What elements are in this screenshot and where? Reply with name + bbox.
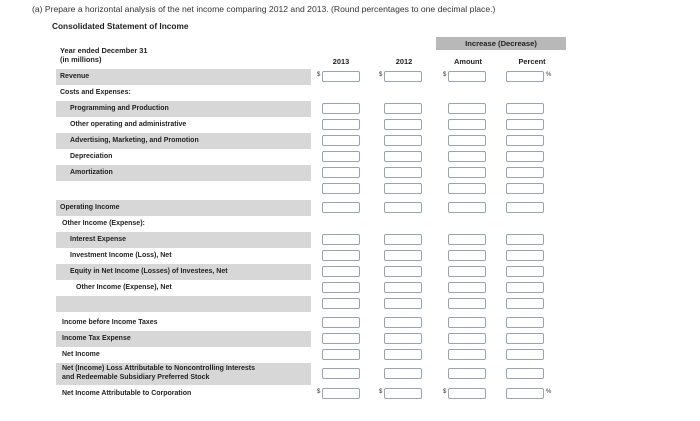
depreciation-2013-input[interactable] <box>322 151 360 162</box>
revenue-2013-input[interactable] <box>322 71 360 82</box>
interest-expense-percent-input[interactable] <box>506 234 544 245</box>
dollar-sign: $ <box>443 389 447 395</box>
row-label-operating-income: Operating Income <box>60 204 120 211</box>
other-income-net-percent-input[interactable] <box>506 282 544 293</box>
depreciation-amount-input[interactable] <box>448 151 486 162</box>
net-income-corp-amount-input[interactable] <box>448 388 486 399</box>
net-income-corp-2013-input[interactable] <box>322 388 360 399</box>
programming-amount-input[interactable] <box>448 103 486 114</box>
net-income-percent-input[interactable] <box>506 349 544 360</box>
row-label-revenue: Revenue <box>60 73 90 80</box>
amortization-amount-input[interactable] <box>448 167 486 178</box>
operating-income-amount-input[interactable] <box>448 202 486 213</box>
income-before-taxes-percent-input[interactable] <box>506 317 544 328</box>
advertising-amount-input[interactable] <box>448 135 486 146</box>
total-other-2013-input[interactable] <box>322 298 360 309</box>
column-header-amount: Amount <box>454 57 482 66</box>
row-label-net-income-corp: Net Income Attributable to Corporation <box>62 390 192 397</box>
total-expenses-2013-input[interactable] <box>322 183 360 194</box>
investment-income-percent-input[interactable] <box>506 250 544 261</box>
row-label-investment-income: Investment Income (Loss), Net <box>70 252 172 259</box>
dollar-sign: $ <box>443 72 447 78</box>
nci-2013-input[interactable] <box>322 368 360 379</box>
row-noncontrolling-interests <box>56 363 567 385</box>
row-label-net-income: Net Income <box>62 351 100 358</box>
interest-expense-2013-input[interactable] <box>322 234 360 245</box>
total-expenses-percent-input[interactable] <box>506 183 544 194</box>
row-label-other-operating: Other operating and administrative <box>70 121 187 128</box>
equity-income-percent-input[interactable] <box>506 266 544 277</box>
row-label-equity-income: Equity in Net Income (Losses) of Investees, Net <box>70 268 228 275</box>
operating-income-percent-input[interactable] <box>506 202 544 213</box>
programming-2013-input[interactable] <box>322 103 360 114</box>
other-operating-2013-input[interactable] <box>322 119 360 130</box>
amortization-2012-input[interactable] <box>384 167 422 178</box>
net-income-2012-input[interactable] <box>384 349 422 360</box>
row-label-other-income-header: Other Income (Expense): <box>62 220 145 227</box>
row-label-nci-line2: and Redeemable Subsidiary Preferred Stock <box>62 374 210 381</box>
row-interest-expense <box>56 232 567 248</box>
net-income-corp-2012-input[interactable] <box>384 388 422 399</box>
row-label-interest-expense: Interest Expense <box>70 236 127 243</box>
row-net-income-corporation <box>56 386 567 402</box>
statement-title: Consolidated Statement of Income <box>52 21 189 31</box>
row-label-income-tax-expense: Income Tax Expense <box>62 335 131 342</box>
row-depreciation <box>56 149 567 165</box>
revenue-2012-input[interactable] <box>384 71 422 82</box>
increase-decrease-label: Increase (Decrease) <box>465 39 537 48</box>
instruction-text: (a) Prepare a horizontal analysis of the net income comparing 2012 and 2013. (Round percentages to one decimal place.) <box>32 4 496 14</box>
income-before-taxes-2013-input[interactable] <box>322 317 360 328</box>
interest-expense-2012-input[interactable] <box>384 234 422 245</box>
total-expenses-2012-input[interactable] <box>384 183 422 194</box>
revenue-percent-input[interactable] <box>506 71 544 82</box>
programming-2012-input[interactable] <box>384 103 422 114</box>
dollar-sign: $ <box>379 389 383 395</box>
row-income-tax-expense <box>56 331 567 347</box>
row-label-cell <box>56 69 311 85</box>
net-income-amount-input[interactable] <box>448 349 486 360</box>
other-operating-percent-input[interactable] <box>506 119 544 130</box>
other-operating-2012-input[interactable] <box>384 119 422 130</box>
programming-percent-input[interactable] <box>506 103 544 114</box>
percent-sign: % <box>546 389 552 395</box>
row-operating-income <box>56 200 567 216</box>
year-ended-line2: (in millions) <box>60 55 102 64</box>
dollar-sign: $ <box>317 72 321 78</box>
net-income-corp-percent-input[interactable] <box>506 388 544 399</box>
dollar-sign: $ <box>317 389 321 395</box>
income-before-taxes-amount-input[interactable] <box>448 317 486 328</box>
amortization-2013-input[interactable] <box>322 167 360 178</box>
revenue-amount-input[interactable] <box>448 71 486 82</box>
total-other-2012-input[interactable] <box>384 298 422 309</box>
equity-income-2012-input[interactable] <box>384 266 422 277</box>
other-operating-amount-input[interactable] <box>448 119 486 130</box>
nci-amount-input[interactable] <box>448 368 486 379</box>
increase-decrease-header <box>436 37 566 50</box>
amortization-percent-input[interactable] <box>506 167 544 178</box>
row-label-programming: Programming and Production <box>70 105 169 112</box>
column-header-2013: 2013 <box>332 57 350 66</box>
row-total-expenses <box>56 181 567 197</box>
income-before-taxes-2012-input[interactable] <box>384 317 422 328</box>
row-total-other <box>56 296 567 312</box>
depreciation-2012-input[interactable] <box>384 151 422 162</box>
row-costs-and-expenses <box>56 85 567 101</box>
row-income-before-taxes <box>56 315 567 331</box>
total-other-amount-input[interactable] <box>448 298 486 309</box>
column-header-2012: 2012 <box>395 57 413 66</box>
income-tax-amount-input[interactable] <box>448 333 486 344</box>
row-net-income <box>56 347 567 363</box>
row-investment-income <box>56 248 567 264</box>
row-label-depreciation: Depreciation <box>70 153 113 160</box>
investment-income-2013-input[interactable] <box>322 250 360 261</box>
percent-sign: % <box>546 72 552 78</box>
other-income-net-2013-input[interactable] <box>322 282 360 293</box>
row-revenue <box>56 69 567 85</box>
income-tax-2012-input[interactable] <box>384 333 422 344</box>
dollar-sign: $ <box>379 72 383 78</box>
total-expenses-amount-input[interactable] <box>448 183 486 194</box>
advertising-2012-input[interactable] <box>384 135 422 146</box>
advertising-percent-input[interactable] <box>506 135 544 146</box>
row-label-other-income-net: Other Income (Expense), Net <box>76 284 172 291</box>
nci-2012-input[interactable] <box>384 368 422 379</box>
equity-income-amount-input[interactable] <box>448 266 486 277</box>
year-ended-line1: Year ended December 31 <box>60 46 148 55</box>
depreciation-percent-input[interactable] <box>506 151 544 162</box>
row-label-advertising: Advertising, Marketing, and Promotion <box>70 137 199 144</box>
row-other-income-net <box>56 280 567 296</box>
equity-income-2013-input[interactable] <box>322 266 360 277</box>
income-tax-percent-input[interactable] <box>506 333 544 344</box>
income-statement-table <box>56 33 570 406</box>
other-income-net-amount-input[interactable] <box>448 282 486 293</box>
nci-percent-input[interactable] <box>506 368 544 379</box>
row-label-income-before-taxes: Income before Income Taxes <box>62 319 158 326</box>
row-label-costs-expenses: Costs and Expenses: <box>60 89 131 96</box>
advertising-2013-input[interactable] <box>322 135 360 146</box>
interest-expense-amount-input[interactable] <box>448 234 486 245</box>
year-ended-label <box>60 46 148 64</box>
operating-income-2013-input[interactable] <box>322 202 360 213</box>
column-header-percent: Percent <box>518 57 546 66</box>
other-income-net-2012-input[interactable] <box>384 282 422 293</box>
net-income-2013-input[interactable] <box>322 349 360 360</box>
row-equity-income <box>56 264 567 280</box>
operating-income-2012-input[interactable] <box>384 202 422 213</box>
total-other-percent-input[interactable] <box>506 298 544 309</box>
row-label-amortization: Amortization <box>70 169 113 176</box>
investment-income-2012-input[interactable] <box>384 250 422 261</box>
income-tax-2013-input[interactable] <box>322 333 360 344</box>
row-other-income-header <box>56 216 567 232</box>
investment-income-amount-input[interactable] <box>448 250 486 261</box>
row-advertising <box>56 133 567 149</box>
row-amortization <box>56 165 567 181</box>
row-other-operating <box>56 117 567 133</box>
row-label-nci-line1: Net (Income) Loss Attributable to Noncontrolling Interests <box>62 365 256 372</box>
row-programming-production <box>56 101 567 117</box>
